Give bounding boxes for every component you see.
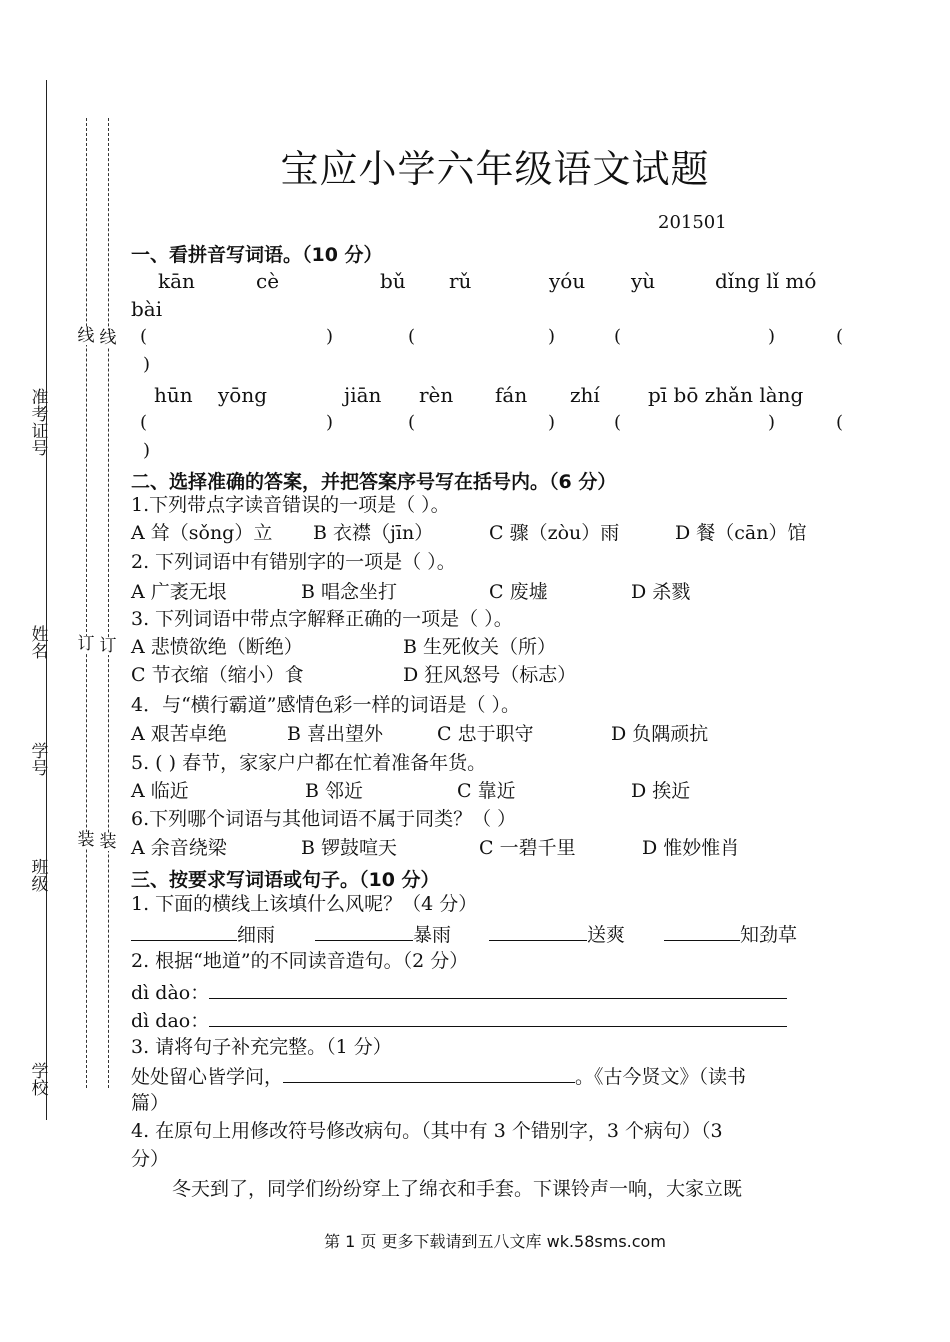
class-label: 班级 xyxy=(28,858,46,896)
school-label: 学校 xyxy=(28,1062,46,1100)
pinyin-13: zhí xyxy=(570,383,600,407)
s3-q1: 1. 下面的横线上该填什么风呢？（4 分） xyxy=(131,893,478,915)
s2-q6-opt-c: C 一碧千里 xyxy=(479,837,576,859)
s2-q3: 3. 下列词语中带点字解释正确的一项是（ ）。 xyxy=(131,608,513,630)
student-number-label: 学号 xyxy=(28,742,46,780)
s3-q1-item-4: 知劲草 xyxy=(664,922,797,946)
section2-heading: 二、选择准确的答案，并把答案序号写在括号内。（6 分） xyxy=(131,471,617,493)
paren-open: ( xyxy=(408,412,416,433)
xian-label-inner: 线 xyxy=(99,328,117,348)
s2-q3-opt-d: D 狂风怒号（标志） xyxy=(403,664,577,686)
s2-q5: 5. ( ) 春节，家家户户都在忙着准备年货。 xyxy=(131,752,487,774)
name-label: 姓名 xyxy=(28,625,46,663)
s2-q2: 2. 下列词语中有错别字的一项是（ ）。 xyxy=(131,551,456,573)
s2-q4-opt-a: A 艰苦卓绝 xyxy=(131,723,227,745)
pinyin-10: jiān xyxy=(344,383,382,407)
s2-q1-opt-b: B 衣襟（jīn） xyxy=(313,522,434,544)
pinyin-7: dǐng lǐ mó xyxy=(715,269,817,293)
paren-open: ( xyxy=(140,412,148,433)
margin-dashed-line-inner xyxy=(108,118,109,1088)
paren-close: ) xyxy=(326,412,334,433)
s3-q2-line-b: dì dao： xyxy=(131,1008,787,1032)
zhuang-label-inner: 装 xyxy=(99,832,117,852)
s2-q3-opt-a: A 悲愤欲绝（断绝） xyxy=(131,636,303,658)
s2-q1-opt-d: D 餐（cān）馆 xyxy=(675,522,807,544)
s2-q6-opt-b: B 锣鼓喧天 xyxy=(301,837,398,859)
answer-blank[interactable] xyxy=(489,922,587,941)
s3-q4-wrap: 分） xyxy=(131,1148,170,1170)
exam-number-label: 准考证号 xyxy=(28,388,46,460)
ding-label-inner: 订 xyxy=(99,636,117,656)
paren-close: ) xyxy=(143,354,151,375)
s2-q2-opt-c: C 废墟 xyxy=(489,581,548,603)
s3-q1-item-3: 送爽 xyxy=(489,922,625,946)
s3-q4-paragraph: 冬天到了，同学们纷纷穿上了绵衣和手套。下课铃声一响，大家立既 xyxy=(172,1178,743,1200)
s3-q3-sentence: 处处留心皆学问， 。《古今贤文》（读书 xyxy=(131,1066,747,1088)
s2-q2-opt-d: D 杀戮 xyxy=(631,581,691,603)
pinyin-9: yōng xyxy=(218,383,268,407)
pinyin-7-wrap: bài xyxy=(131,297,163,321)
pinyin-14: pī bō zhǎn làng xyxy=(648,383,804,407)
pinyin-6: yù xyxy=(631,269,656,293)
margin-dashed-line-outer xyxy=(86,118,87,1088)
s2-q6-opt-d: D 惟妙惟肖 xyxy=(642,837,740,859)
paren-close: ) xyxy=(548,412,556,433)
paren-open: ( xyxy=(614,326,622,347)
s2-q5-opt-b: B 邻近 xyxy=(305,780,364,802)
xian-label-outer: 线 xyxy=(77,326,95,346)
section3-heading: 三、按要求写词语或句子。（10 分） xyxy=(131,869,440,891)
exam-date: 201501 xyxy=(658,212,727,233)
pinyin-2: cè xyxy=(256,269,280,293)
pinyin-8: hūn xyxy=(154,383,193,407)
paren-close: ) xyxy=(143,440,151,461)
s3-q4: 4. 在原句上用修改符号修改病句。（其中有 3 个错别字，3 个病句）（3 xyxy=(131,1120,723,1142)
s2-q2-opt-a: A 广袤无垠 xyxy=(131,581,227,603)
paren-open: ( xyxy=(836,326,844,347)
page-title: 宝应小学六年级语文试题 xyxy=(280,147,710,191)
answer-blank[interactable] xyxy=(131,922,237,941)
paren-open: ( xyxy=(836,412,844,433)
s2-q2-opt-b: B 唱念坐打 xyxy=(301,581,398,603)
paren-close: ) xyxy=(768,412,776,433)
page-footer: 第 1 页 更多下载请到五八文库 wk.58sms.com xyxy=(324,1232,666,1251)
s2-q6: 6.下列哪个词语与其他词语不属于同类？（ ） xyxy=(131,808,517,830)
s2-q5-opt-c: C 靠近 xyxy=(457,780,516,802)
answer-blank[interactable] xyxy=(209,980,787,999)
s2-q4: 4．与“横行霸道”感情色彩一样的词语是（ ）。 xyxy=(131,694,521,716)
s2-q4-opt-b: B 喜出望外 xyxy=(287,723,384,745)
paren-open: ( xyxy=(614,412,622,433)
section1-heading: 一、看拼音写词语。（10 分） xyxy=(131,244,383,266)
pinyin-5: yóu xyxy=(549,269,586,293)
s2-q5-opt-d: D 挨近 xyxy=(631,780,691,802)
s3-q2-line-a: dì dào： xyxy=(131,980,787,1004)
s2-q3-opt-c: C 节衣缩（缩小）食 xyxy=(131,664,304,686)
answer-blank[interactable] xyxy=(283,1064,575,1083)
s2-q4-opt-c: C 忠于职守 xyxy=(437,723,534,745)
ding-label-outer: 订 xyxy=(77,634,95,654)
s3-q1-item-2: 暴雨 xyxy=(315,922,451,946)
s2-q1-opt-a: A 耸（sǒng）立 xyxy=(131,522,273,544)
paren-close: ) xyxy=(548,326,556,347)
pinyin-4: rǔ xyxy=(449,269,472,293)
s2-q4-opt-d: D 负隅顽抗 xyxy=(611,723,709,745)
zhuang-label-outer: 装 xyxy=(77,830,95,850)
pinyin-3: bǔ xyxy=(380,269,406,293)
s3-q3-wrap: 篇） xyxy=(131,1092,170,1114)
s2-q1-opt-c: C 骤（zòu）雨 xyxy=(489,522,620,544)
margin-solid-line xyxy=(46,80,47,1120)
answer-blank[interactable] xyxy=(664,922,740,941)
paren-close: ) xyxy=(326,326,334,347)
answer-blank[interactable] xyxy=(315,922,413,941)
pinyin-11: rèn xyxy=(419,383,454,407)
s3-q3: 3. 请将句子补充完整。（1 分） xyxy=(131,1036,392,1058)
paren-open: ( xyxy=(408,326,416,347)
s2-q1: 1.下列带点字读音错误的一项是（ ）。 xyxy=(131,494,450,516)
pinyin-1: kān xyxy=(158,269,195,293)
s3-q2: 2. 根据“地道”的不同读音造句。（2 分） xyxy=(131,950,469,972)
s3-q1-item-1: 细雨 xyxy=(131,922,275,946)
s2-q3-opt-b: B 生死攸关（所） xyxy=(403,636,557,658)
pinyin-12: fán xyxy=(495,383,528,407)
answer-blank[interactable] xyxy=(209,1008,787,1027)
s2-q6-opt-a: A 余音绕梁 xyxy=(131,837,227,859)
paren-close: ) xyxy=(768,326,776,347)
s2-q5-opt-a: A 临近 xyxy=(131,780,189,802)
paren-row1: ( xyxy=(140,326,148,347)
